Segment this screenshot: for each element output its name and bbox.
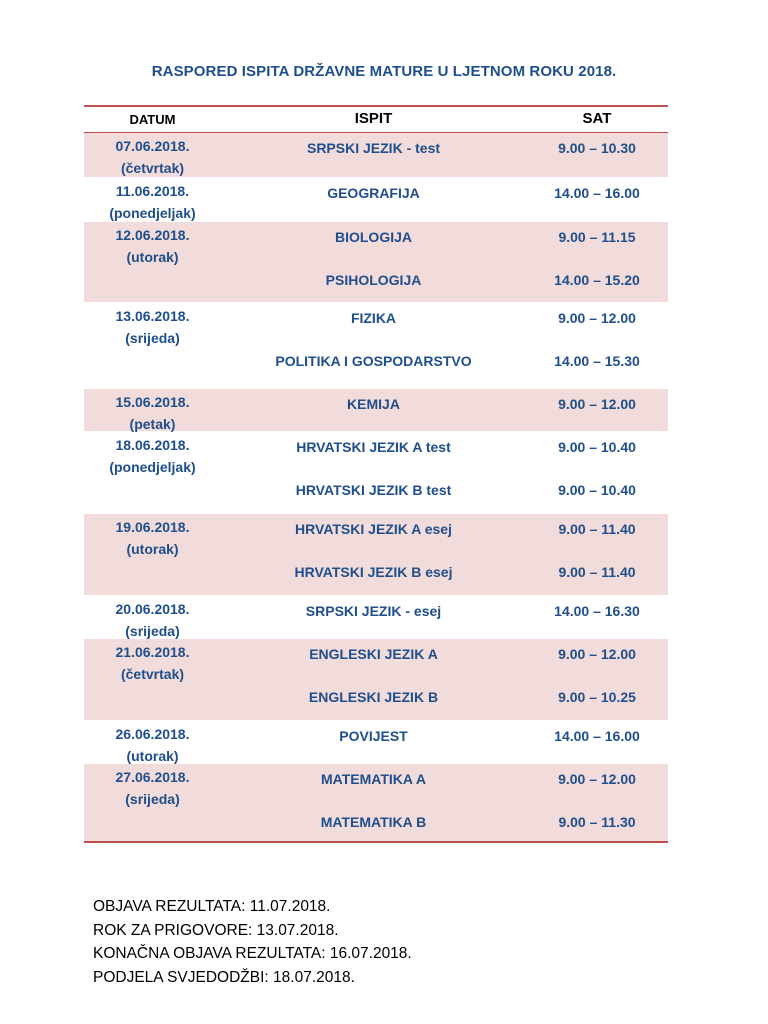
table-row	[84, 178, 668, 222]
header-date: DATUM	[129, 112, 176, 127]
exam-time: 14.00 – 16.00	[554, 185, 640, 201]
exam-name: HRVATSKI JEZIK B test	[295, 482, 452, 498]
exam-time: 9.00 – 11.15	[558, 229, 636, 245]
table-row	[84, 639, 668, 721]
header-exam: ISPIT	[354, 110, 393, 127]
table-body	[84, 133, 668, 843]
table-row	[84, 303, 668, 389]
exam-name: GEOGRAFIJA	[327, 185, 420, 201]
exam-date-cell	[84, 305, 221, 349]
exam-time: 9.00 – 11.40	[558, 564, 636, 580]
exam-date: 12.06.2018.	[115, 227, 190, 243]
exam-date-cell	[84, 641, 221, 685]
exam-date: 20.06.2018.	[115, 601, 190, 617]
exam-date: 11.06.2018.	[115, 183, 190, 199]
exam-time: 9.00 – 10.25	[558, 689, 636, 705]
table-row	[84, 133, 668, 178]
exam-weekday: (srijeda)	[125, 791, 180, 807]
table-header	[84, 107, 668, 133]
exam-name: FIZIKA	[350, 310, 397, 326]
exam-time: 9.00 – 12.00	[558, 646, 636, 662]
table-row	[84, 764, 668, 843]
exam-date: 13.06.2018.	[115, 308, 190, 324]
exam-date-cell	[84, 598, 221, 642]
exam-time: 9.00 – 12.00	[558, 396, 636, 412]
exam-weekday: (ponedjeljak)	[109, 459, 196, 475]
exam-weekday: (utorak)	[126, 541, 179, 557]
exam-time: 9.00 – 11.30	[558, 814, 636, 830]
exam-date: 18.06.2018.	[115, 437, 190, 453]
exam-name: POVIJEST	[339, 728, 408, 744]
table-row	[84, 389, 668, 432]
exam-time: 9.00 – 10.30	[558, 140, 636, 156]
exam-time: 9.00 – 10.40	[558, 482, 636, 498]
exam-date-cell	[84, 224, 221, 268]
exam-time: 14.00 – 16.00	[554, 728, 640, 744]
exam-date: 27.06.2018.	[115, 769, 190, 785]
certificate-distribution: PODJELA SVJEDODŽBI: 18.07.2018.	[93, 968, 355, 986]
page-title: RASPORED ISPITA DRŽAVNE MATURE U LJETNOM ROKU 2018.	[151, 63, 617, 80]
exam-date-cell	[84, 723, 221, 767]
exam-weekday: (četvrtak)	[120, 160, 185, 176]
exam-weekday: (srijeda)	[125, 623, 180, 639]
table-row	[84, 596, 668, 639]
exam-date-cell	[84, 766, 221, 810]
exam-date: 21.06.2018.	[115, 644, 190, 660]
exam-date-cell	[84, 434, 221, 478]
exam-weekday: (petak)	[129, 416, 176, 432]
exam-time: 14.00 – 15.30	[554, 353, 640, 369]
exam-date-cell	[84, 391, 221, 435]
exam-date-cell	[84, 180, 221, 224]
results-info	[93, 895, 412, 989]
exam-date: 15.06.2018.	[115, 394, 190, 410]
exam-time: 9.00 – 11.40	[558, 521, 636, 537]
table-row	[84, 514, 668, 596]
exam-time: 9.00 – 10.40	[558, 439, 636, 455]
exam-weekday: (ponedjeljak)	[109, 205, 196, 221]
table-row	[84, 721, 668, 764]
exam-date-cell	[84, 516, 221, 560]
exam-time: 14.00 – 15.20	[554, 272, 640, 288]
results-publication: OBJAVA REZULTATA: 11.07.2018.	[93, 898, 331, 915]
exam-schedule-table	[84, 105, 668, 843]
exam-time: 14.00 – 16.30	[554, 603, 640, 619]
exam-name: SRPSKI JEZIK - esej	[305, 603, 442, 619]
exam-name: ENGLESKI JEZIK A	[309, 646, 438, 662]
exam-date: 07.06.2018.	[115, 138, 190, 154]
exam-date: 19.06.2018.	[115, 519, 190, 535]
table-row	[84, 432, 668, 514]
exam-name: SRPSKI JEZIK - test	[306, 140, 441, 156]
exam-weekday: (srijeda)	[125, 330, 180, 346]
exam-name: ENGLESKI JEZIK B	[308, 689, 439, 705]
final-results-publication: KONAČNA OBJAVA REZULTATA: 16.07.2018.	[93, 945, 412, 962]
exam-name: BIOLOGIJA	[334, 229, 412, 245]
table-row	[84, 222, 668, 303]
exam-date-cell	[84, 135, 221, 179]
exam-name: HRVATSKI JEZIK A test	[296, 439, 451, 455]
appeals-deadline: ROK ZA PRIGOVORE: 13.07.2018.	[93, 921, 339, 939]
exam-weekday: (utorak)	[126, 748, 179, 764]
exam-name: MATEMATIKA A	[321, 771, 426, 787]
exam-weekday: (utorak)	[126, 249, 179, 265]
exam-date: 26.06.2018.	[115, 726, 190, 742]
exam-name: HRVATSKI JEZIK A esej	[295, 521, 452, 537]
exam-name: PSIHOLOGIJA	[325, 272, 422, 288]
exam-time: 9.00 – 12.00	[558, 310, 636, 326]
exam-name: POLITIKA I GOSPODARSTVO	[275, 353, 472, 369]
exam-name: MATEMATIKA B	[320, 814, 427, 830]
exam-name: HRVATSKI JEZIK B esej	[294, 564, 453, 580]
exam-name: KEMIJA	[347, 396, 400, 412]
exam-weekday: (četvrtak)	[120, 666, 185, 682]
header-time: SAT	[582, 110, 612, 127]
exam-time: 9.00 – 12.00	[558, 771, 636, 787]
